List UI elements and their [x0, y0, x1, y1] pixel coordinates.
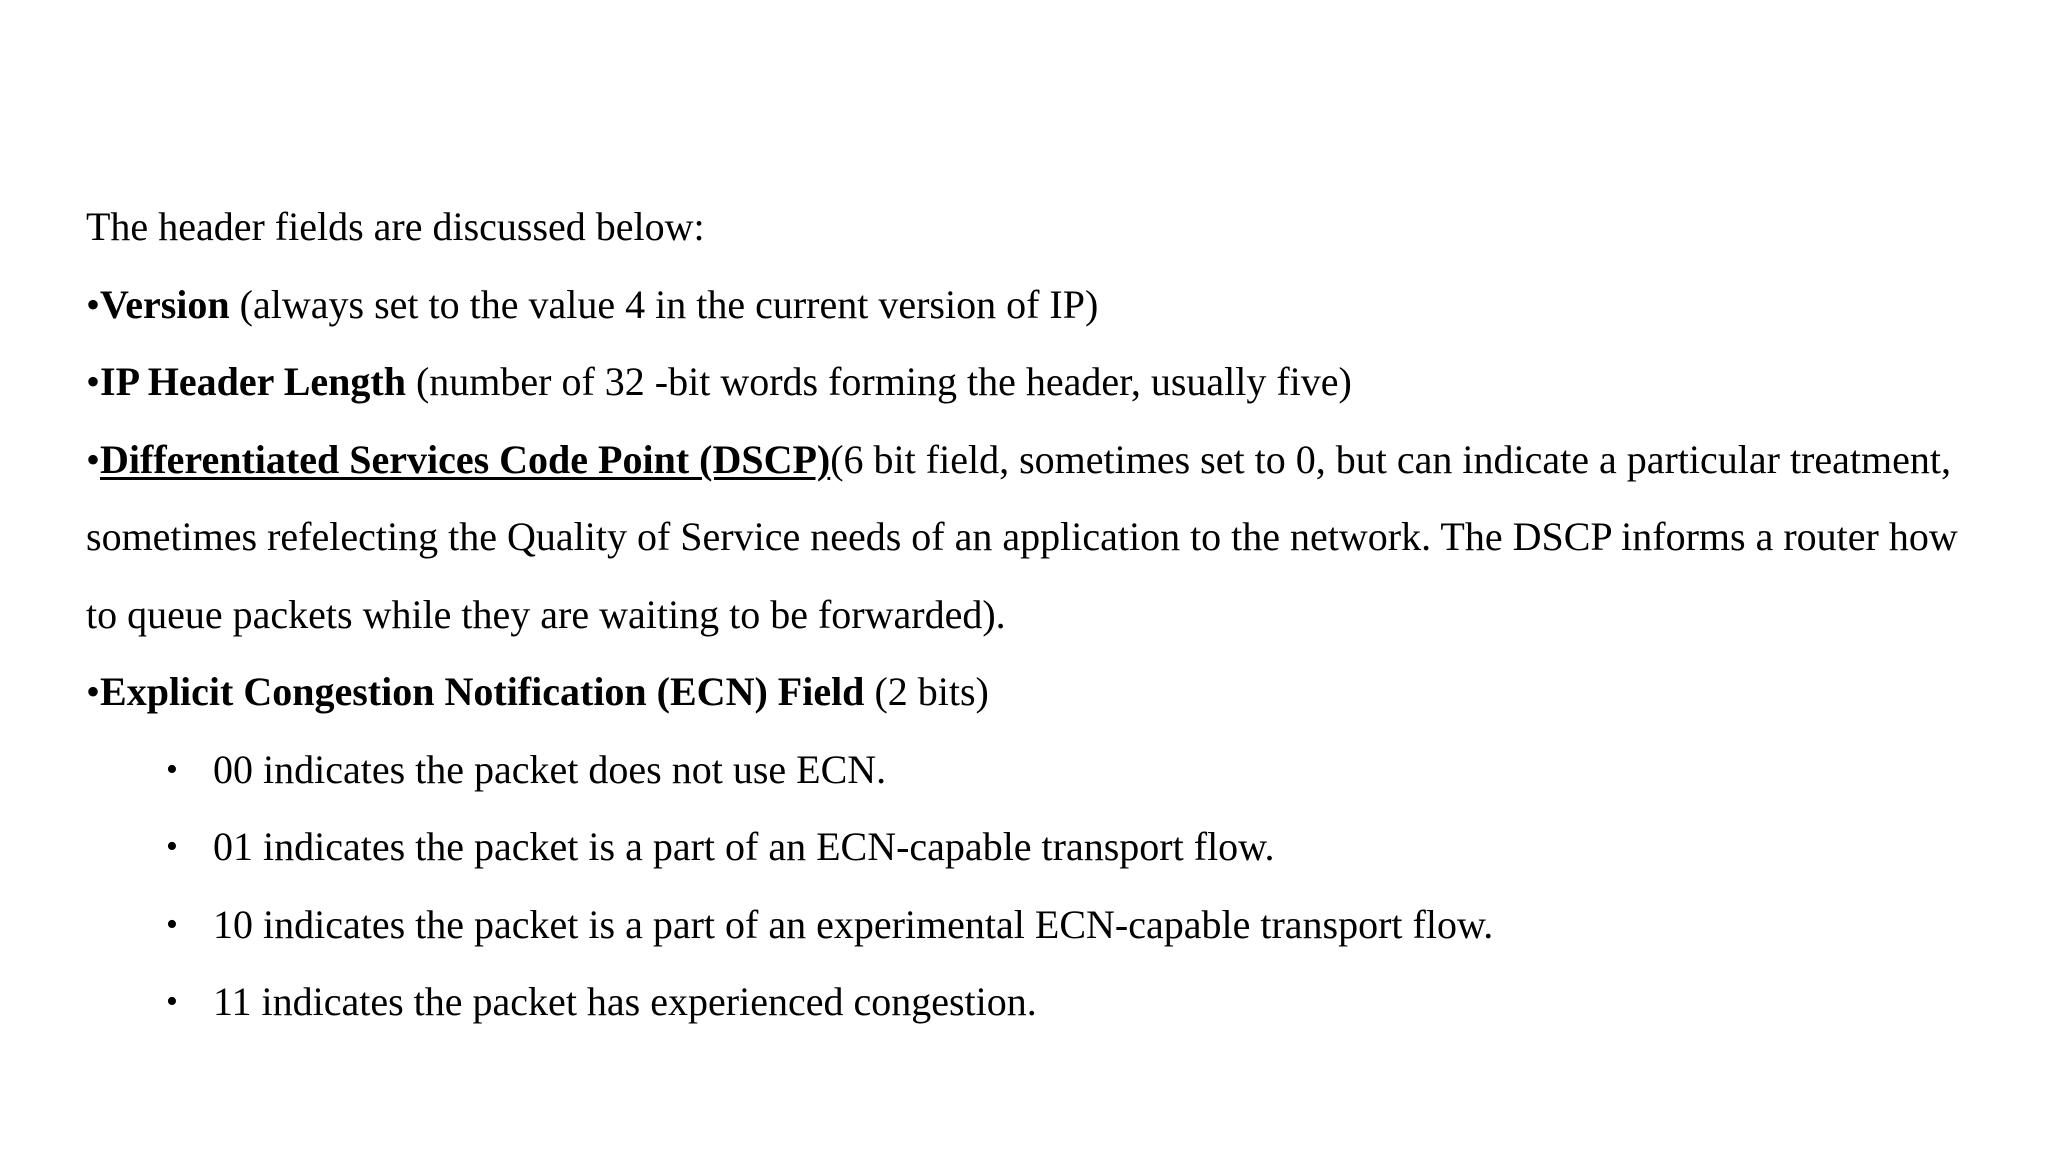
- list-item: [166, 963, 2006, 1041]
- field-ip-header-length: [86, 343, 2006, 421]
- sub-bullet: •: [166, 828, 178, 865]
- sub-bullet: •: [166, 905, 178, 943]
- sub-bullet: •: [166, 750, 178, 788]
- field-version: [86, 266, 2006, 344]
- ecn-value-text: 10 indicates the packet is a part of an experimental ECN-capable transport flow.: [213, 901, 1494, 947]
- bullet: •: [86, 436, 101, 482]
- ecn-value-text: 00 indicates the packet does not use ECN.: [213, 746, 887, 792]
- bullet: •: [86, 281, 101, 327]
- ecn-values-list: [86, 731, 2006, 1041]
- field-name: IP Header Length: [100, 359, 406, 404]
- list-item: [166, 808, 2006, 886]
- field-name: Explicit Congestion Notification (ECN) Field: [100, 669, 865, 714]
- field-desc: (6 bit field, sometimes set to 0, but can indicate a particular treatment, sometimes refelecting the Quality of Service needs of an application to the network. The DSCP informs a router how to queue packets while they are waiting to be forwarded).: [86, 436, 1958, 637]
- field-name: Version: [100, 281, 230, 327]
- field-ecn: [86, 653, 2006, 731]
- field-dscp: [86, 421, 1986, 654]
- ecn-value-text: 11 indicates the packet has experienced congestion.: [213, 979, 1037, 1024]
- intro-text: The header fields are discussed below:: [86, 204, 705, 249]
- list-item: [166, 886, 2006, 964]
- field-desc: (always set to the value 4 in the current version of IP): [229, 281, 1099, 327]
- field-desc: (number of 32 -bit words forming the header, usually five): [405, 359, 1352, 404]
- sub-bullet: •: [166, 983, 178, 1020]
- field-desc: (2 bits): [864, 669, 989, 714]
- slide-body: [86, 188, 2006, 1041]
- ecn-value-text: 01 indicates the packet is a part of an ECN-capable transport flow.: [213, 824, 1275, 869]
- bullet: •: [86, 359, 101, 404]
- list-item: [166, 731, 2006, 809]
- bullet: •: [86, 669, 101, 714]
- field-name-link[interactable]: Differentiated Services Code Point (DSCP): [100, 436, 831, 482]
